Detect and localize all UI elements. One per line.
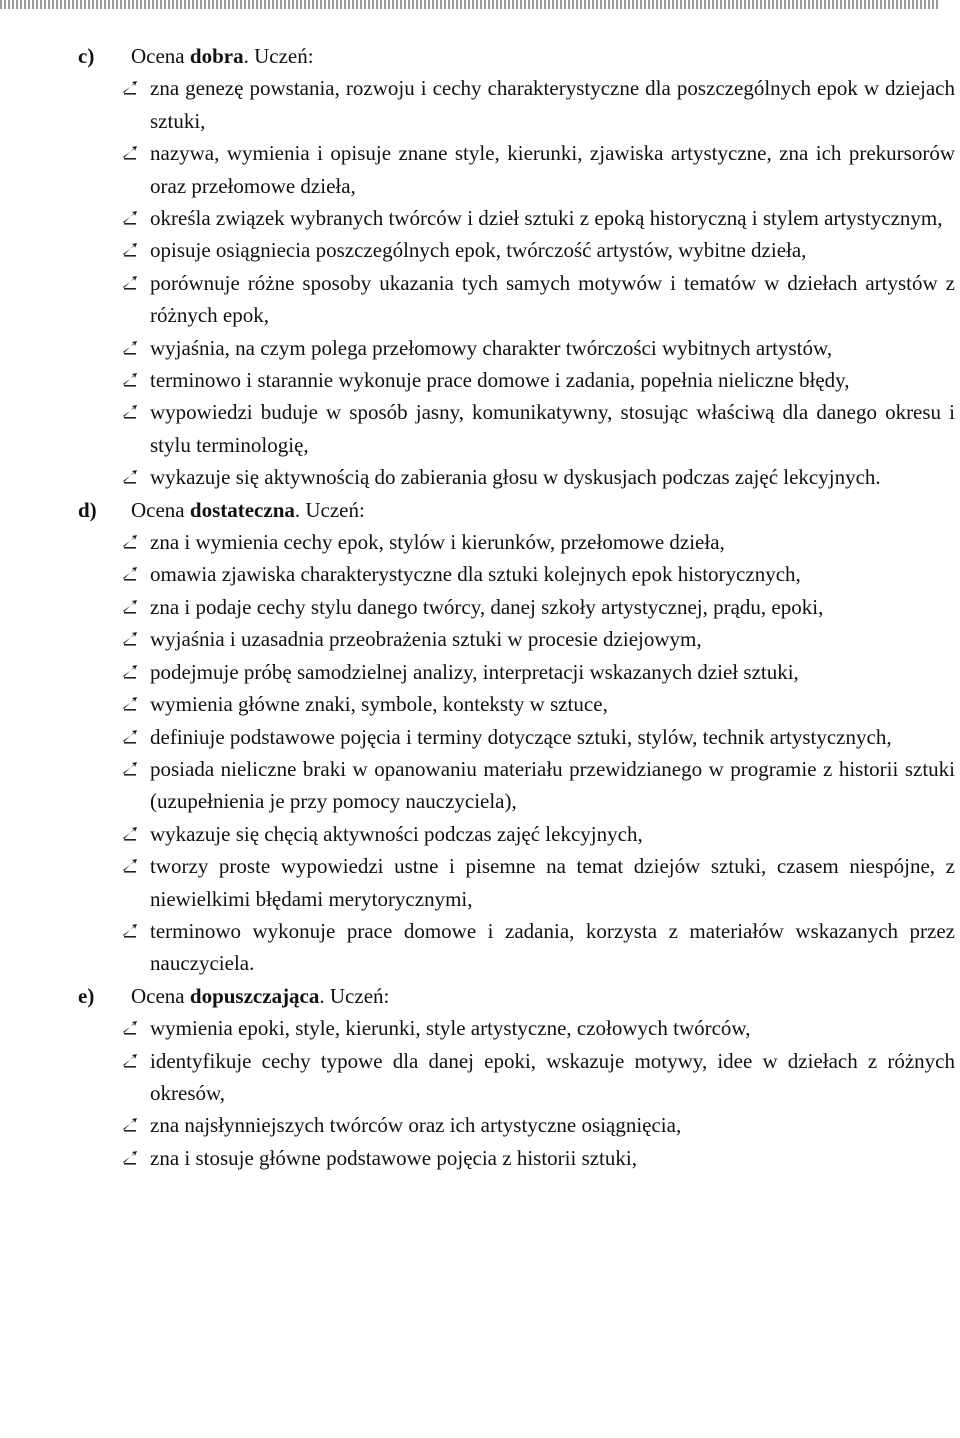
arrow-bullet-icon	[122, 469, 138, 485]
grade-name: dobra	[189, 44, 244, 68]
arrow-bullet-icon	[122, 80, 138, 96]
item-text: zna genezę powstania, rozwoju i cechy charakterystyczne dla poszczególnych epok w dziejach sztuki,	[150, 76, 955, 133]
criteria-list	[0, 1012, 960, 1174]
arrow-bullet-icon	[122, 404, 138, 420]
list-item	[0, 623, 955, 655]
title-prefix: Ocena	[131, 44, 190, 68]
arrow-bullet-icon	[122, 340, 138, 356]
list-item	[0, 137, 955, 202]
list-item	[0, 526, 955, 558]
arrow-bullet-icon	[122, 923, 138, 939]
arrow-bullet-icon	[122, 566, 138, 582]
arrow-bullet-icon	[122, 729, 138, 745]
list-item	[0, 1142, 955, 1174]
criteria-list	[0, 526, 960, 980]
list-item	[0, 332, 955, 364]
item-text: zna i wymienia cechy epok, stylów i kierunków, przełomowe dzieła,	[150, 530, 725, 555]
arrow-bullet-icon	[122, 145, 138, 161]
arrow-bullet-icon	[122, 696, 138, 712]
grade-name: dostateczna	[189, 497, 295, 522]
item-text: wykazuje się chęcią aktywności podczas zajęć lekcyjnych,	[150, 821, 643, 846]
list-item	[0, 234, 955, 266]
item-text: definiuje podstawowe pojęcia i terminy dotyczące sztuki, stylów, technik artystycznych,	[150, 724, 892, 749]
top-rule	[0, 0, 940, 9]
title-suffix: . Uczeń:	[319, 983, 390, 1008]
item-text: wypowiedzi buduje w sposób jasny, komunikatywny, stosując właściwą dla danego okresu i stylu terminologię,	[150, 400, 955, 457]
list-item	[0, 656, 955, 688]
list-item	[0, 72, 955, 137]
arrow-bullet-icon	[122, 858, 138, 874]
list-item	[0, 461, 955, 493]
title-prefix: Ocena	[131, 497, 190, 522]
arrow-bullet-icon	[122, 1053, 138, 1069]
arrow-bullet-icon	[122, 1117, 138, 1133]
arrow-bullet-icon	[122, 242, 138, 258]
item-text: zna i stosuje główne podstawowe pojęcia z historii sztuki,	[150, 1145, 637, 1170]
item-text: nazywa, wymienia i opisuje znane style, kierunki, zjawiska artystyczne, zna ich prekursorów oraz przełomowe dzieła,	[150, 141, 955, 198]
section-heading	[0, 494, 960, 526]
list-item	[0, 721, 955, 753]
list-item	[0, 1045, 955, 1110]
item-text: porównuje różne sposoby ukazania tych samych motywów i tematów w dziełach artystów z różnych epok,	[150, 270, 955, 328]
grade-section	[0, 980, 960, 1174]
arrow-bullet-icon	[122, 599, 138, 615]
arrow-bullet-icon	[122, 826, 138, 842]
item-text: tworzy proste wypowiedzi ustne i pisemne na temat dziejów sztuki, czasem niespójne, z niewielkimi błędami merytorycznymi,	[150, 854, 955, 911]
arrow-bullet-icon	[122, 761, 138, 777]
list-item	[0, 915, 955, 980]
list-item	[0, 396, 955, 461]
arrow-bullet-icon	[122, 1020, 138, 1036]
item-text: opisuje osiągniecia poszczególnych epok, twórczość artystów, wybitne dzieła,	[150, 238, 807, 263]
item-text: wykazuje się aktywnością do zabierania głosu w dyskusjach podczas zajęć lekcyjnych.	[150, 465, 881, 490]
list-item	[0, 1012, 955, 1044]
section-title	[131, 980, 389, 1012]
arrow-bullet-icon	[122, 275, 138, 291]
item-text: wyjaśnia i uzasadnia przeobrażenia sztuki w procesie dziejowym,	[150, 627, 702, 652]
list-item	[0, 558, 955, 590]
list-item	[0, 591, 955, 623]
list-item	[0, 1109, 955, 1141]
section-title	[131, 40, 314, 72]
list-item	[0, 202, 955, 234]
arrow-bullet-icon	[122, 534, 138, 550]
section-letter: d)	[78, 497, 97, 522]
arrow-bullet-icon	[122, 664, 138, 680]
arrow-bullet-icon	[122, 210, 138, 226]
item-text: zna najsłynniejszych twórców oraz ich artystyczne osiągnięcia,	[150, 1113, 682, 1138]
list-item	[0, 364, 955, 396]
item-text: identyfikuje cechy typowe dla danej epoki, wskazuje motywy, idee w dziełach z różnych okresów,	[150, 1048, 955, 1105]
list-item	[0, 688, 955, 720]
item-text: zna i podaje cechy stylu danego twórcy, danej szkoły artystycznej, prądu, epoki,	[150, 594, 824, 619]
arrow-bullet-icon	[122, 372, 138, 388]
list-item	[0, 818, 955, 850]
item-text: posiada nieliczne braki w opanowaniu materiału przewidzianego w programie z historii sztuki (uzupełnienia je przy pomocy nauczyciela),	[150, 756, 955, 814]
item-text: określa związek wybranych twórców i dzieł sztuki z epoką historyczną i stylem artystycznym,	[150, 206, 943, 231]
criteria-list	[0, 72, 960, 493]
grade-section	[0, 40, 960, 494]
list-item	[0, 267, 955, 332]
item-text: omawia zjawiska charakterystyczne dla sztuki kolejnych epok historycznych,	[150, 562, 801, 587]
list-item	[0, 753, 955, 818]
item-text: wymienia główne znaki, symbole, konteksty w sztuce,	[150, 692, 608, 717]
arrow-bullet-icon	[122, 631, 138, 647]
item-text: wymienia epoki, style, kierunki, style artystyczne, czołowych twórców,	[150, 1016, 751, 1041]
title-prefix: Ocena	[131, 983, 190, 1008]
item-text: podejmuje próbę samodzielnej analizy, interpretacji wskazanych dzieł sztuki,	[150, 659, 799, 684]
title-suffix: . Uczeń:	[294, 497, 365, 522]
list-item	[0, 850, 955, 915]
arrow-bullet-icon	[122, 1150, 138, 1166]
section-letter: e)	[78, 983, 95, 1008]
item-text: terminowo i starannie wykonuje prace domowe i zadania, popełnia nieliczne błędy,	[150, 368, 850, 393]
item-text: terminowo wykonuje prace domowe i zadania, korzysta z materiałów wskazanych przez nauczyciela.	[150, 918, 955, 976]
grade-name: dopuszczająca	[189, 983, 320, 1008]
item-text: wyjaśnia, na czym polega przełomowy charakter twórczości wybitnych artystów,	[150, 335, 833, 360]
section-heading	[0, 980, 960, 1012]
section-letter: c)	[78, 44, 95, 68]
section-title	[131, 494, 365, 526]
title-suffix: . Uczeń:	[243, 44, 314, 68]
section-heading	[0, 40, 960, 72]
document-page	[0, 40, 960, 1174]
grade-section	[0, 494, 960, 980]
